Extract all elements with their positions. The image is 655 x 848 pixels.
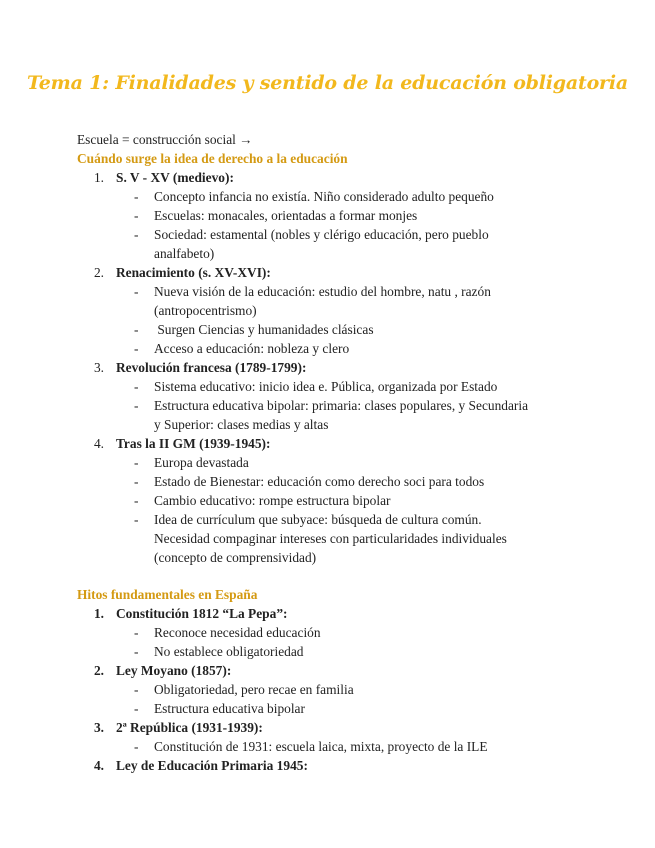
- list-item-label: 2ª República (1931-1939):: [116, 720, 263, 735]
- list-number: 1.: [93, 606, 104, 621]
- list-item-label: Constitución 1812 “La Pepa”:: [116, 606, 288, 621]
- bullet-text: Sociedad: estamental (nobles y clérigo educación, pero pueblo: [154, 227, 489, 242]
- list-number: 4.: [93, 758, 104, 773]
- bullet-text: Concepto infancia no existía. Niño considerado adulto pequeño: [154, 189, 494, 204]
- list-number: 3.: [93, 720, 104, 735]
- bullet-text: Obligatoriedad, pero recae en familia: [154, 682, 354, 697]
- list-item-label: Ley Moyano (1857):: [116, 663, 232, 678]
- bullet-continuation: (antropocentrismo): [154, 303, 257, 318]
- list-number: 3.: [93, 360, 104, 375]
- bullet-continuation: (concepto de comprensividad): [154, 550, 317, 565]
- dash-bullet-icon: -: [134, 701, 139, 716]
- list-number: 2.: [93, 265, 104, 280]
- bullet-text: Nueva visión de la educación: estudio del hombre, natu , razón: [154, 284, 491, 299]
- list-item-label: S. V - XV (medievo):: [116, 170, 234, 185]
- bullet-continuation: analfabeto): [154, 246, 215, 261]
- dash-bullet-icon: -: [134, 455, 139, 470]
- document-title: Tema 1: Finalidades y sentido de la educación obligatoria: [27, 72, 628, 94]
- bullet-text: Acceso a educación: nobleza y clero: [154, 341, 350, 356]
- dash-bullet-icon: -: [134, 322, 139, 337]
- dash-bullet-icon: -: [134, 512, 139, 527]
- bullet-text: Idea de currículum que subyace: búsqueda de cultura común.: [154, 512, 482, 527]
- bullet-text: Cambio educativo: rompe estructura bipolar: [154, 493, 391, 508]
- bullet-text: Escuelas: monacales, orientadas a formar monjes: [154, 208, 418, 223]
- dash-bullet-icon: -: [134, 739, 139, 754]
- bullet-text: Constitución de 1931: escuela laica, mixta, proyecto de la ILE: [154, 739, 488, 754]
- bullet-text: Estado de Bienestar: educación como derecho soci para todos: [154, 474, 485, 489]
- bullet-text: Europa devastada: [154, 455, 249, 470]
- bullet-text: Surgen Ciencias y humanidades clásicas: [154, 322, 374, 337]
- dash-bullet-icon: -: [134, 625, 139, 640]
- section-heading-hitos: Hitos fundamentales en España: [77, 587, 258, 602]
- dash-bullet-icon: -: [134, 379, 139, 394]
- list-item-label: Ley de Educación Primaria 1945:: [116, 758, 308, 773]
- bullet-text: No establece obligatoriedad: [154, 644, 304, 659]
- dash-bullet-icon: -: [134, 398, 139, 413]
- dash-bullet-icon: -: [134, 208, 139, 223]
- dash-bullet-icon: -: [134, 227, 139, 242]
- list-item-label: Renacimiento (s. XV-XVI):: [116, 265, 271, 280]
- list-item-label: Revolución francesa (1789-1799):: [116, 360, 307, 375]
- intro-line: Escuela = construcción social →: [77, 132, 253, 147]
- list-number: 4.: [93, 436, 104, 451]
- bullet-continuation: y Superior: clases medias y altas: [154, 417, 329, 432]
- dash-bullet-icon: -: [134, 189, 139, 204]
- bullet-text: Estructura educativa bipolar: [154, 701, 305, 716]
- dash-bullet-icon: -: [134, 474, 139, 489]
- list-number: 2.: [93, 663, 104, 678]
- section-heading-derecho: Cuándo surge la idea de derecho a la educación: [77, 151, 348, 166]
- bullet-continuation: Necesidad compaginar intereses con particularidades individuales: [154, 531, 507, 546]
- dash-bullet-icon: -: [134, 493, 139, 508]
- bullet-text: Estructura educativa bipolar: primaria: clases populares, y Secundaria: [154, 398, 529, 413]
- list-number: 1.: [93, 170, 104, 185]
- dash-bullet-icon: -: [134, 644, 139, 659]
- dash-bullet-icon: -: [134, 284, 139, 299]
- dash-bullet-icon: -: [134, 341, 139, 356]
- list-item-label: Tras la II GM (1939-1945):: [116, 436, 271, 451]
- dash-bullet-icon: -: [134, 682, 139, 697]
- bullet-text: Reconoce necesidad educación: [154, 625, 321, 640]
- bullet-text: Sistema educativo: inicio idea e. Pública, organizada por Estado: [154, 379, 498, 394]
